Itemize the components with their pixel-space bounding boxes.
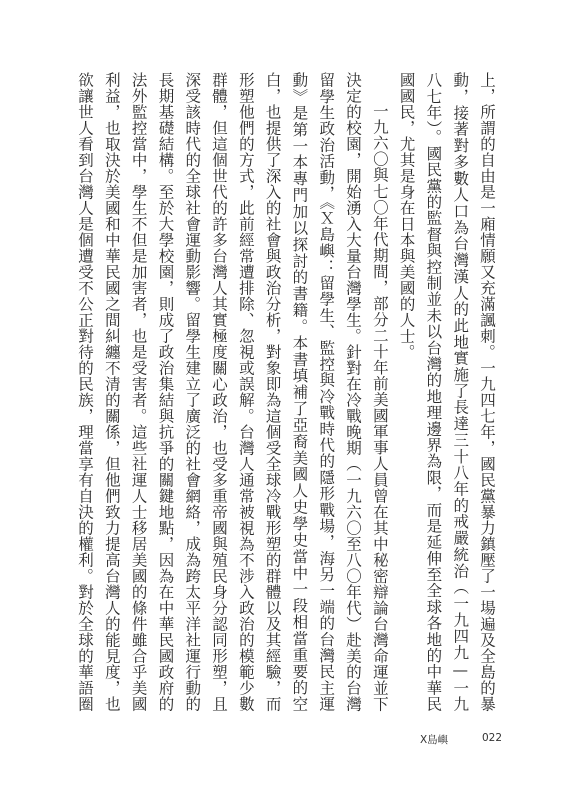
page-footer — [0, 732, 576, 752]
paragraph: 一九六〇與七〇年代期間，部分二十年前美國軍事人員曾在其中秘密辯論台灣命運並下決定的校園，開始湧入大量台灣學生。針對在冷戰晚期（一九六〇至八〇年代）赴美的台灣留學生政治活動，《Ｘ島嶼：留學生、監控與冷戰時代的隱形戰場，海另一端的台灣民主運動》是第一本專門加以探討的書籍。本書填補了亞裔美國人史學史當中一段相當重要的空白，也提供了深入的社會與政治分析，對象即為這個受全球冷戰形塑的群體以及其經驗，而形塑他們的方式，此前經常遭排除、忽視或誤解。台灣人通常被視為不涉入政治的模範少數群體，但這個世代的許多台灣人其實極度關心政治，也受多重帝國與殖民身分認同形塑，且深受該時代的全球社會運動影響。留學生建立了廣泛的社會網絡，成為跨太平洋社運行動的長期基礎結構。至於大學校園，則成了政治集結與抗爭的關鍵地點，因為在中華民國政府的法外監控當中，學生不但是加害者，也是受害者。這些社運人士移居美國的條件雖合乎美國利益，也取決於美國和中華民國之間糾纏不清的關係，但他們致力提高台灣人的能見度，也欲讓世人看到台灣人是個遭受不公正對待的民族，理當享有自決的權利。對於全球的華語圈 — [76, 72, 389, 712]
running-title: X島嶼 — [420, 734, 449, 746]
body-text — [70, 72, 500, 712]
paragraph-continued: 上，所謂的自由是一廂情願又充滿諷刺。一九四七年，國民黨暴力鎮壓了一場遍及全島的暴動，接著對多數人口為台灣漢人的此地實施了長達三十八年的戒嚴統治（一九四九—一九八七年）。國民黨的監督與控制並未以台灣的地理邊界為限，而是延伸至全球各地的中華民國國民，尤其是身在日本與美國的人士。 — [397, 72, 496, 712]
page-number: 022 — [482, 732, 503, 744]
